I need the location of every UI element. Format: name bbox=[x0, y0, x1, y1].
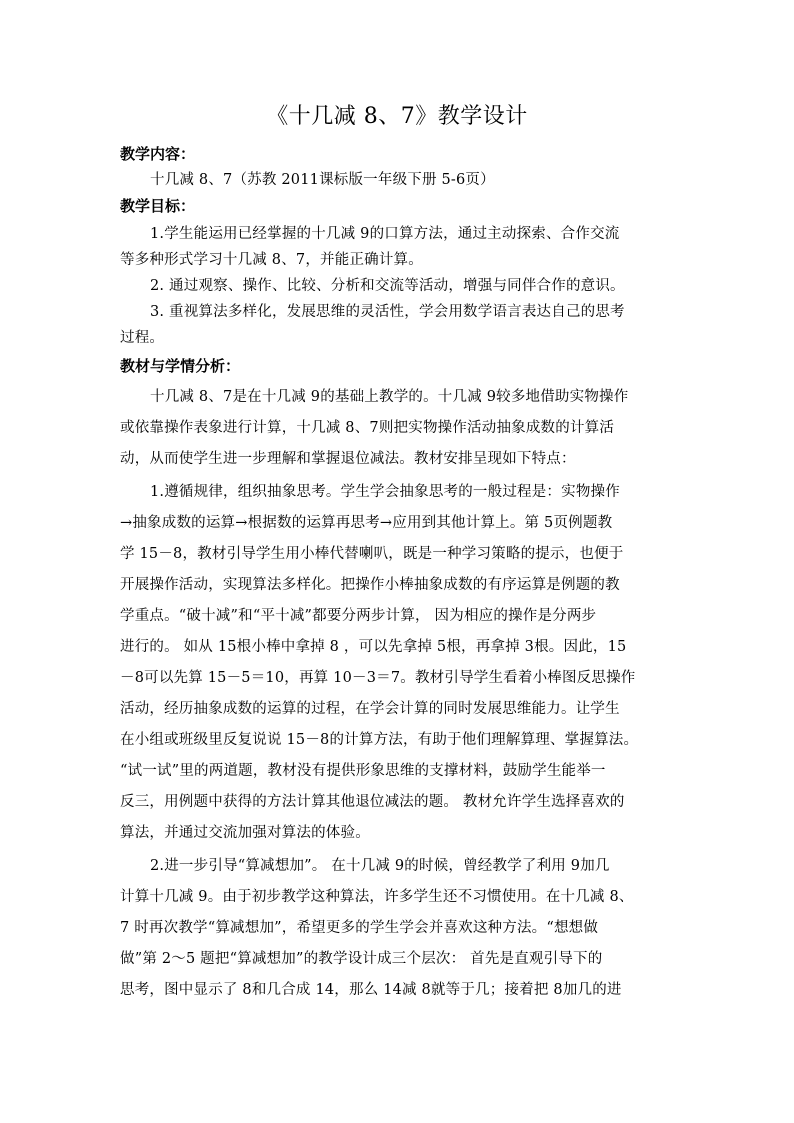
paragraph-line: 计算十几减 9。由于初步教学这种算法，许多学生还不习惯使用。在十几减 8、 bbox=[120, 889, 634, 905]
paragraph-line: 反三，用例题中获得的方法计算其他退位减法的题。 教材允许学生选择喜欢的 bbox=[120, 794, 625, 810]
paragraph-line: 等多种形式学习十几减 8、7，并能正确计算。 bbox=[120, 252, 423, 268]
paragraph-line: 学重点。“破十减”和“平十减”都要分两步计算， 因为相应的操作是分两步 bbox=[120, 608, 597, 624]
paragraph-line: 1.遵循规律，组织抽象思考。学生学会抽象思考的一般过程是：实物操作 bbox=[150, 484, 620, 500]
paragraph-line: 进行的。 如从 15根小棒中拿掉 8 ，可以先拿掉 5根，再拿掉 3根。因此，15 bbox=[120, 639, 627, 655]
paragraph-line: 十几减 8、7是在十几减 9的基础上教学的。十几减 9较多地借助实物操作 bbox=[150, 389, 629, 405]
paragraph-line: 学 15－8，教材引导学生用小棒代替喇叭，既是一种学习策略的提示，也便于 bbox=[120, 546, 624, 562]
paragraph-line: 过程。 bbox=[120, 330, 165, 346]
page-title: 《十几减 8、7》教学设计 bbox=[266, 104, 528, 129]
paragraph-line: 在小组或班级里反复说说 15－8的计算方法，有助于他们理解算理、掌握算法。 bbox=[120, 732, 639, 748]
paragraph-line: 活动，经历抽象成数的运算的过程，在学会计算的同时发展思维能力。让学生 bbox=[120, 701, 620, 717]
heading-material-analysis: 教材与学情分析： bbox=[120, 357, 241, 375]
paragraph-line: 算法，并通过交流加强对算法的体验。 bbox=[120, 825, 370, 841]
paragraph-line: 2.进一步引导“算减想加”。 在十几减 9的时候，曾经教学了利用 9加几 bbox=[150, 858, 610, 874]
paragraph-line: 思考，图中显示了 8和几合成 14，那么 14减 8就等于几；接着把 8加几的进 bbox=[120, 982, 622, 998]
paragraph-line: →抽象成数的运算→根据数的运算再思考→应用到其他计算上。第 5页例题教 bbox=[120, 515, 613, 531]
paragraph-line: 或依靠操作表象进行计算，十几减 8、7则把实物操作活动抽象成数的计算活 bbox=[120, 420, 615, 436]
paragraph-line: －8可以先算 15－5＝10，再算 10－3＝7。教材引导学生看着小棒图反思操作 bbox=[120, 670, 636, 686]
paragraph-line: 做”第 2～5 题把“算减想加”的教学设计成三个层次： 首先是直观引导下的 bbox=[120, 951, 603, 967]
paragraph-line: 1.学生能运用已经掌握的十几减 9的口算方法，通过主动探索、合作交流 bbox=[150, 226, 620, 242]
heading-teaching-goals: 教学目标： bbox=[120, 197, 196, 215]
heading-teaching-content: 教学内容： bbox=[120, 145, 196, 163]
paragraph-line: 7 时再次教学“算减想加”，希望更多的学生学会并喜欢这种方法。“想想做 bbox=[120, 920, 599, 936]
paragraph-line: 3. 重视算法多样化，发展思维的灵活性，学会用数学语言表达自己的思考 bbox=[150, 304, 625, 320]
paragraph-line: 开展操作活动，实现算法多样化。把操作小棒抽象成数的有序运算是例题的教 bbox=[120, 577, 620, 593]
paragraph-line: 动，从而使学生进一步理解和掌握退位减法。教材安排呈现如下特点： bbox=[120, 451, 576, 467]
paragraph-line: 十几减 8、7（苏教 2011课标版一年级下册 5-6页） bbox=[150, 172, 495, 188]
paragraph-line: 2. 通过观察、操作、比较、分析和交流等活动，增强与同伴合作的意识。 bbox=[150, 278, 625, 294]
paragraph-line: “试一试”里的两道题，教材没有提供形象思维的支撑材料，鼓励学生能举一 bbox=[120, 763, 606, 779]
